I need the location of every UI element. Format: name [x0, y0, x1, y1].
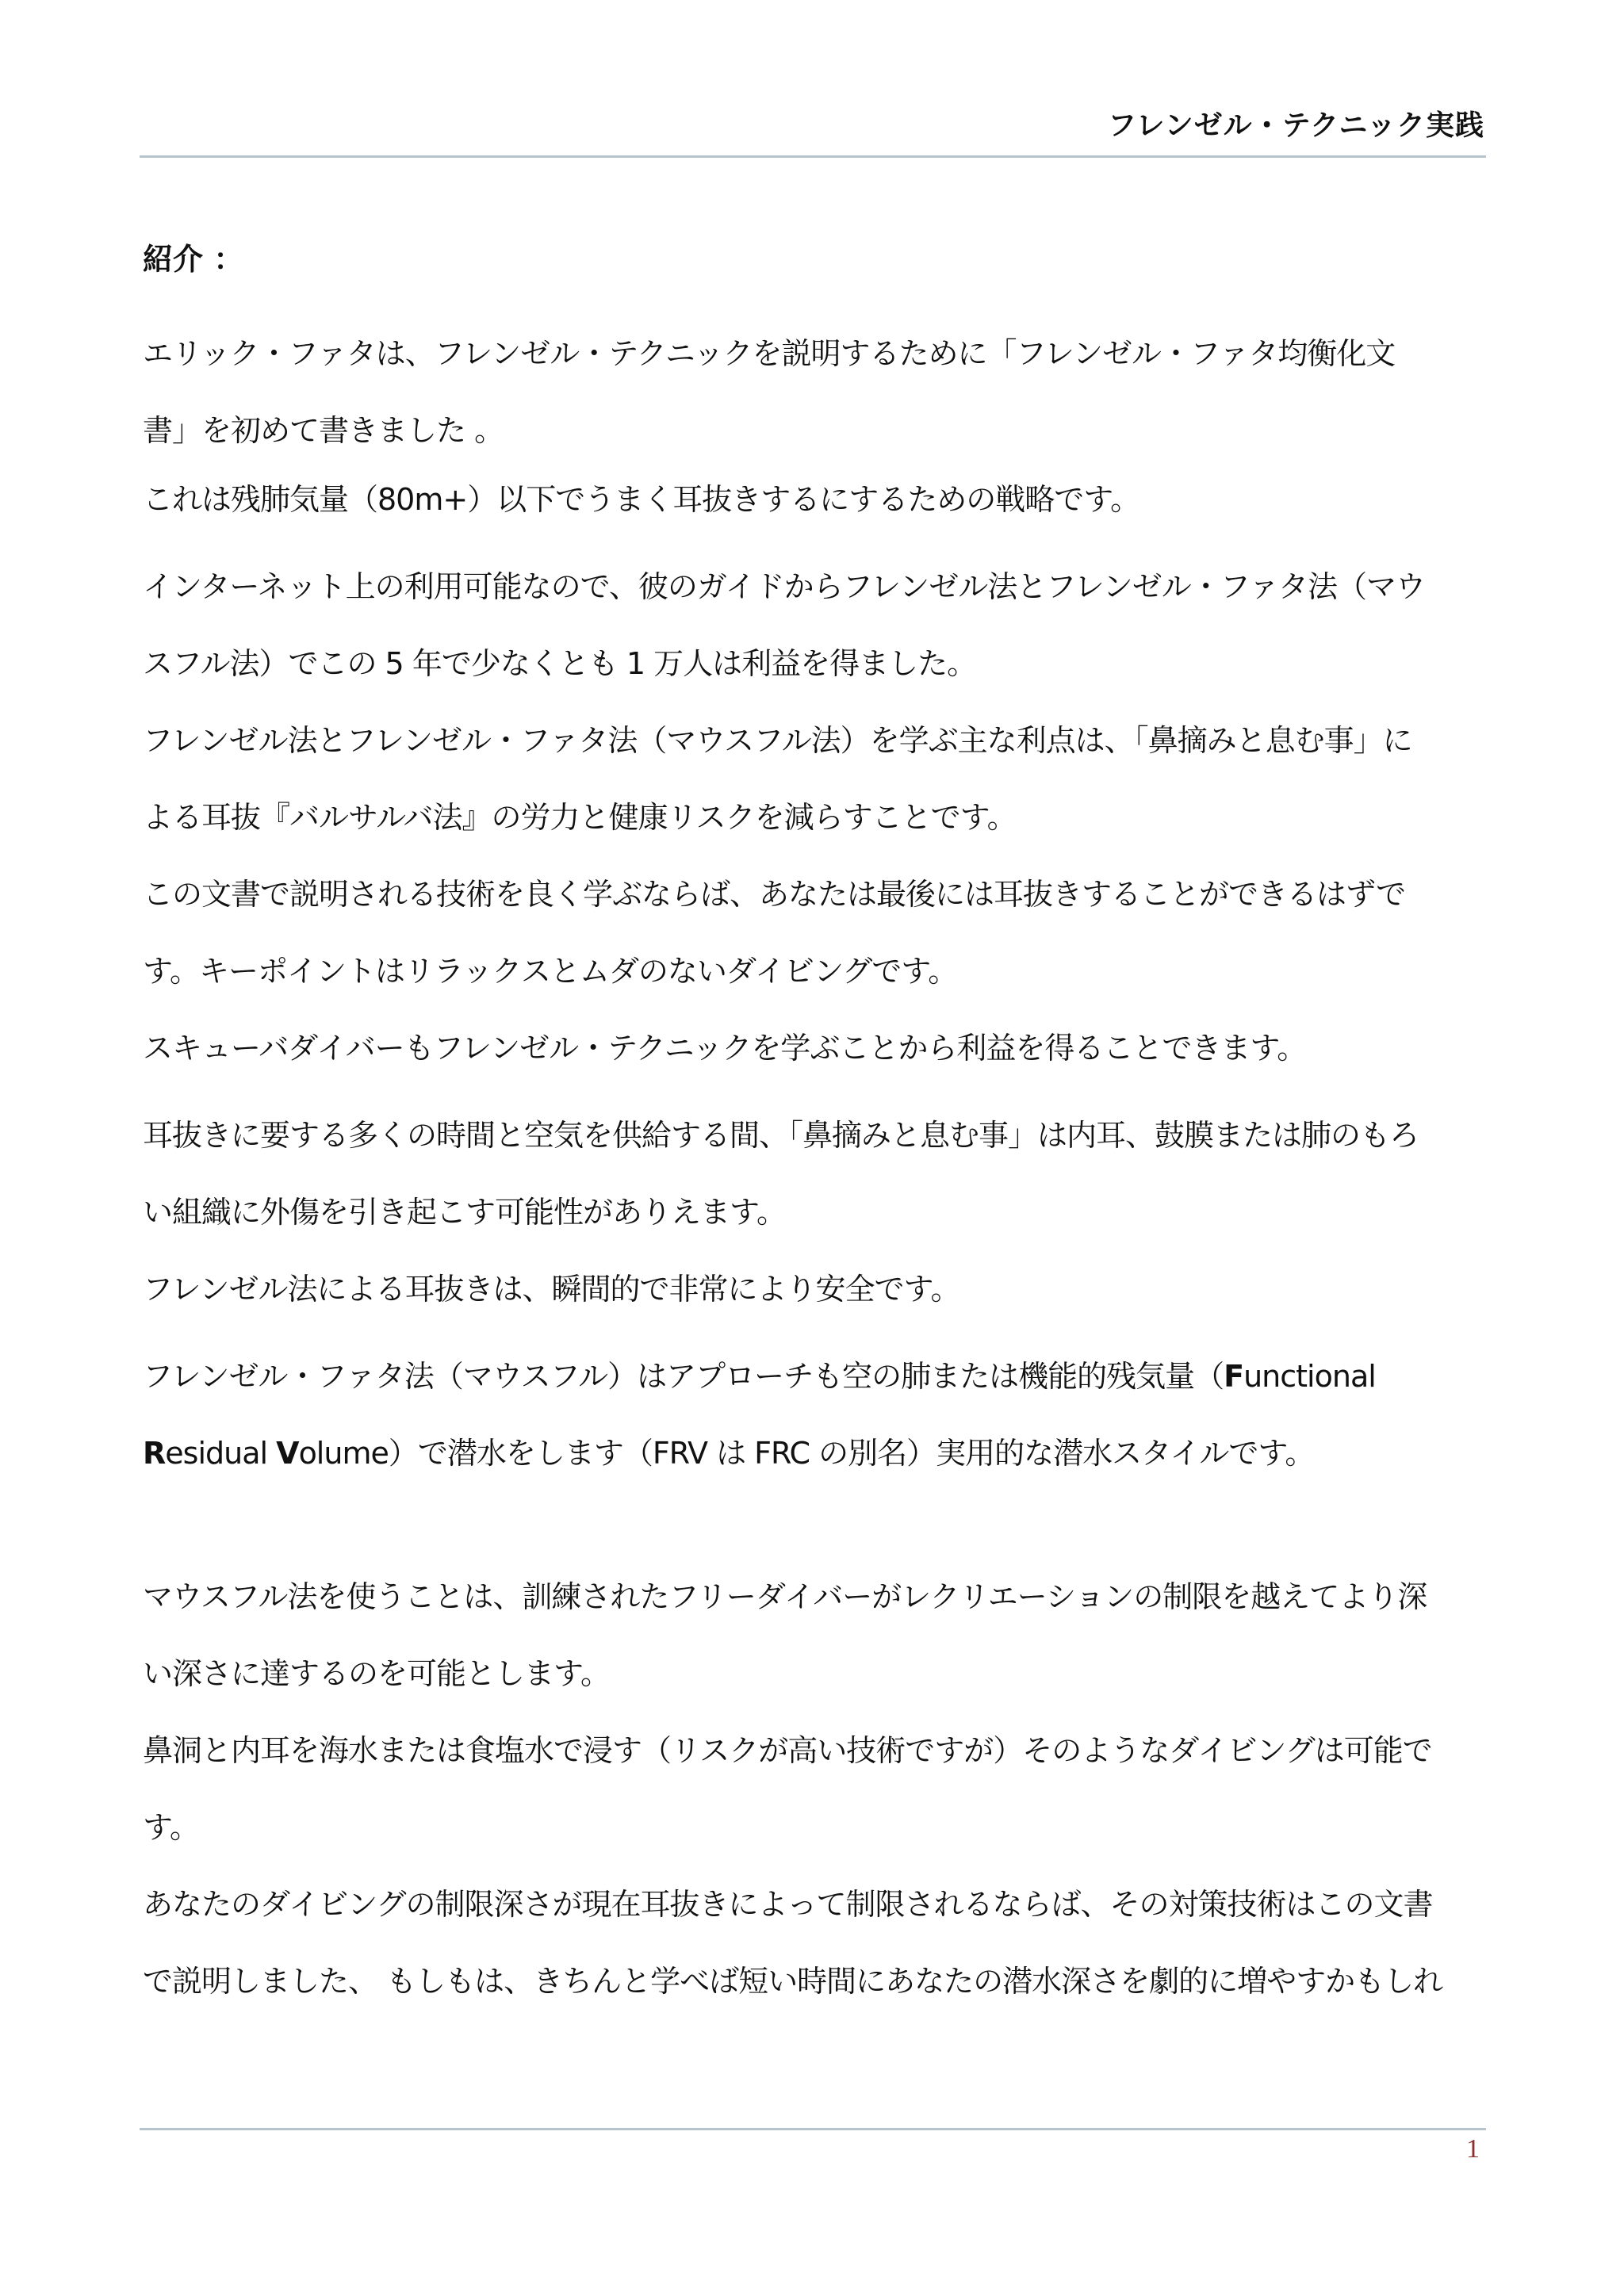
paragraph-frenzel-safe: [143, 1251, 1491, 1328]
text-line: インターネット上の利用可能なので、彼のガイドからフレンゼル法とフレンゼル・ファタ法（マウ: [143, 569, 1425, 604]
text-segment: unctional: [1243, 1359, 1376, 1394]
paragraph-saltwater: [143, 1712, 1491, 1866]
paragraph-scuba: [143, 1010, 1491, 1087]
text-segment: フレンゼル・ファタ法（マウスフル）はアプローチも空の肺または機能的残気量（: [143, 1359, 1224, 1394]
text-line: スキューバダイバーもフレンゼル・テクニックを学ぶことから利益を得ることできます。: [143, 1031, 1307, 1066]
text-line: で説明しました、 もしもは、きちんと学べば短い時間にあなたの潜水深さを劇的に増やすかもしれ: [143, 1964, 1443, 1999]
bold-letter: V: [276, 1436, 299, 1471]
bold-letter: F: [1224, 1359, 1244, 1394]
paragraph-deeper-dives: [143, 1559, 1491, 1712]
text-line: 書」を初めて書きました 。: [143, 413, 504, 448]
text-line: あなたのダイビングの制限深さが現在耳抜きによって制限されるならば、その対策技術はこの文書: [143, 1887, 1433, 1922]
paragraph-key-point: [143, 856, 1491, 1010]
paragraph-mouthfill-frv: [143, 1338, 1491, 1492]
text-segment: esidual: [165, 1436, 277, 1471]
text-line: スフル法）でこの 5 年で少なくとも 1 万人は利益を得ました。: [143, 646, 977, 681]
paragraph-internet-guide: [143, 549, 1491, 702]
text-segment: olume）で潜水をします（FRV は FRC の別名）実用的な潜水スタイルです。: [298, 1436, 1315, 1471]
paragraph-depth-limit: [143, 1866, 1491, 2020]
paragraph-strategy: [143, 461, 1491, 538]
paragraph-valsalva-risk: [143, 1097, 1491, 1251]
text-line: これは残肺気量（80m+）以下でうまく耳抜きするにするための戦略です。: [143, 482, 1140, 517]
section-heading: 紹介 ：: [143, 242, 244, 277]
running-header-title: フレンゼル・テクニック実践: [1107, 109, 1484, 142]
text-line: よる耳抜『バルサルバ法』の労力と健康リスクを減らすことです。: [143, 800, 1017, 835]
text-line: [143, 1415, 1491, 1492]
text-line: フレンゼル法による耳抜きは、瞬間的で非常により安全です。: [143, 1272, 960, 1307]
text-line: [143, 1338, 1491, 1415]
text-line: マウスフル法を使うことは、訓練されたフリーダイバーがレクリエーションの制限を越えてより深: [143, 1579, 1427, 1614]
text-line: 耳抜きに要する多くの時間と空気を供給する間、「鼻摘みと息む事」は内耳、鼓膜または肺のもろ: [143, 1118, 1419, 1153]
text-line: エリック・ファタは、フレンゼル・テクニックを説明するために「フレンゼル・ファタ均衡化文: [143, 336, 1396, 371]
text-line: い深さに達するのを可能とします。: [143, 1656, 610, 1691]
text-line: す。: [143, 1810, 199, 1845]
paragraph-intro-fata: [143, 316, 1491, 469]
paragraph-main-benefit: [143, 702, 1491, 856]
page-number: 1: [1466, 2134, 1480, 2164]
text-line: この文書で説明される技術を良く学ぶならば、あなたは最後には耳抜きすることができるはずで: [143, 877, 1406, 912]
header-divider: [140, 155, 1486, 158]
bold-letter: R: [143, 1436, 166, 1471]
footer-divider: [140, 2128, 1486, 2130]
text-line: す。キーポイントはリラックスとムダのないダイビングです。: [143, 954, 958, 989]
text-line: 鼻洞と内耳を海水または食塩水で浸す（リスクが高い技術ですが）そのようなダイビングは可能で: [143, 1733, 1432, 1768]
text-line: フレンゼル法とフレンゼル・ファタ法（マウスフル法）を学ぶ主な利点は、「鼻摘みと息む事」に: [143, 723, 1412, 758]
text-line: い組織に外傷を引き起こす可能性がありえます。: [143, 1195, 786, 1230]
